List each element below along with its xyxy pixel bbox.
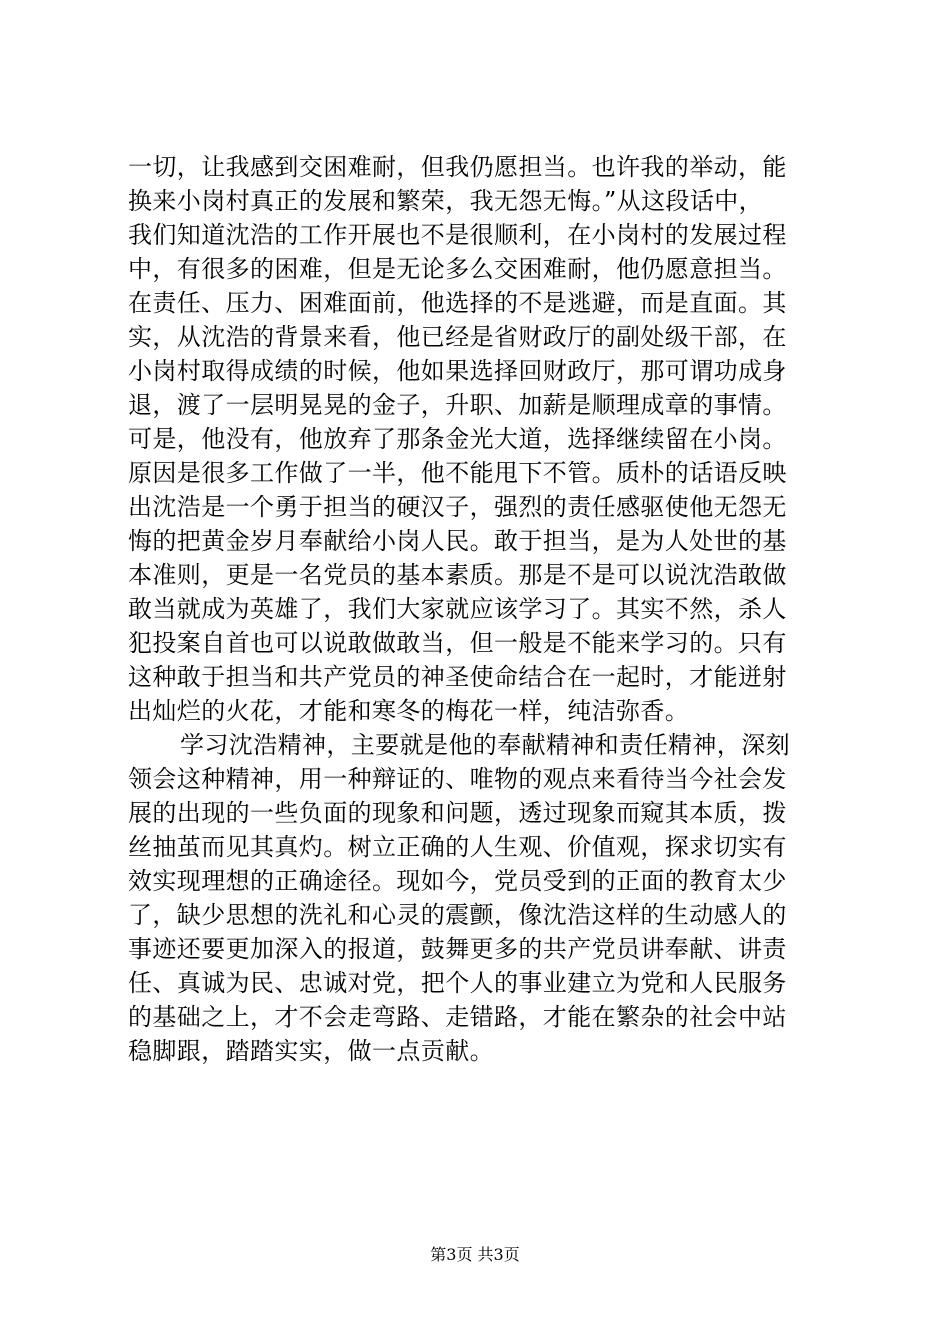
page-number-footer: 第3页 共3页 [430, 1245, 520, 1264]
paragraph-start-line: 学习沈浩精神，主要就是他的奉献精神和责任精神，深刻 [180, 731, 790, 759]
text-line: 实，从沈浩的背景来看，他已经是省财政厅的副处级干部，在 [128, 323, 787, 351]
text-line: 这种敢于担当和共产党员的神圣使命结合在一起时，才能迸射 [128, 663, 787, 691]
text-line: 小岗村取得成绩的时候，他如果选择回财政厅，那可谓功成身 [128, 357, 787, 385]
text-line: 退，渡了一层明晃晃的金子，升职、加薪是顺理成章的事情。 [128, 391, 787, 419]
text-line: 我们知道沈浩的工作开展也不是很顺利，在小岗村的发展过程 [128, 221, 787, 249]
text-line: 敢当就成为英雄了，我们大家就应该学习了。其实不然，杀人 [128, 595, 787, 623]
text-line: 出沈浩是一个勇于担当的硬汉子，强烈的责任感驱使他无怨无 [128, 493, 787, 521]
text-line: 可是，他没有，他放弃了那条金光大道，选择继续留在小岗。 [128, 425, 787, 453]
text-line: 了，缺少思想的洗礼和心灵的震颤，像沈浩这样的生动感人的 [128, 901, 787, 929]
text-line: 领会这种精神，用一种辩证的、唯物的观点来看待当今社会发 [128, 765, 787, 793]
text-line: 悔的把黄金岁月奉献给小岗人民。敢于担当，是为人处世的基 [128, 527, 787, 555]
text-line: 的基础之上，才不会走弯路、走错路，才能在繁杂的社会中站 [128, 1003, 787, 1031]
text-line: 原因是很多工作做了一半，他不能甩下不管。质朴的话语反映 [128, 459, 787, 487]
text-line: 在责任、压力、困难面前，他选择的不是逃避，而是直面。其 [128, 289, 787, 317]
text-line: 丝抽茧而见其真灼。树立正确的人生观、价值观，探求切实有 [128, 833, 787, 861]
text-line: 事迹还要更加深入的报道，鼓舞更多的共产党员讲奉献、讲责 [128, 935, 787, 963]
text-line: 本准则，更是一名党员的基本素质。那是不是可以说沈浩敢做 [128, 561, 787, 589]
text-line: 出灿烂的火花，才能和寒冬的梅花一样，纯洁弥香。 [128, 697, 690, 725]
text-line: 犯投案自首也可以说敢做敢当，但一般是不能来学习的。只有 [128, 629, 787, 657]
text-line: 任、真诚为民、忠诚对党，把个人的事业建立为党和人民服务 [128, 969, 787, 997]
text-line: 效实现理想的正确途径。现如今，党员受到的正面的教育太少 [128, 867, 787, 895]
text-line: 稳脚跟，踏踏实实，做一点贡献。 [128, 1037, 494, 1065]
text-line: 中，有很多的困难，但是无论多么交困难耐，他仍愿意担当。 [128, 255, 787, 283]
body-text [128, 150, 828, 1068]
text-line: 换来小岗村真正的发展和繁荣，我无怨无悔。”从这段话中， [128, 187, 764, 215]
text-line: 一切，让我感到交困难耐，但我仍愿担当。也许我的举动，能 [128, 153, 787, 181]
text-line: 展的出现的一些负面的现象和问题，透过现象而窥其本质，拨 [128, 799, 787, 827]
